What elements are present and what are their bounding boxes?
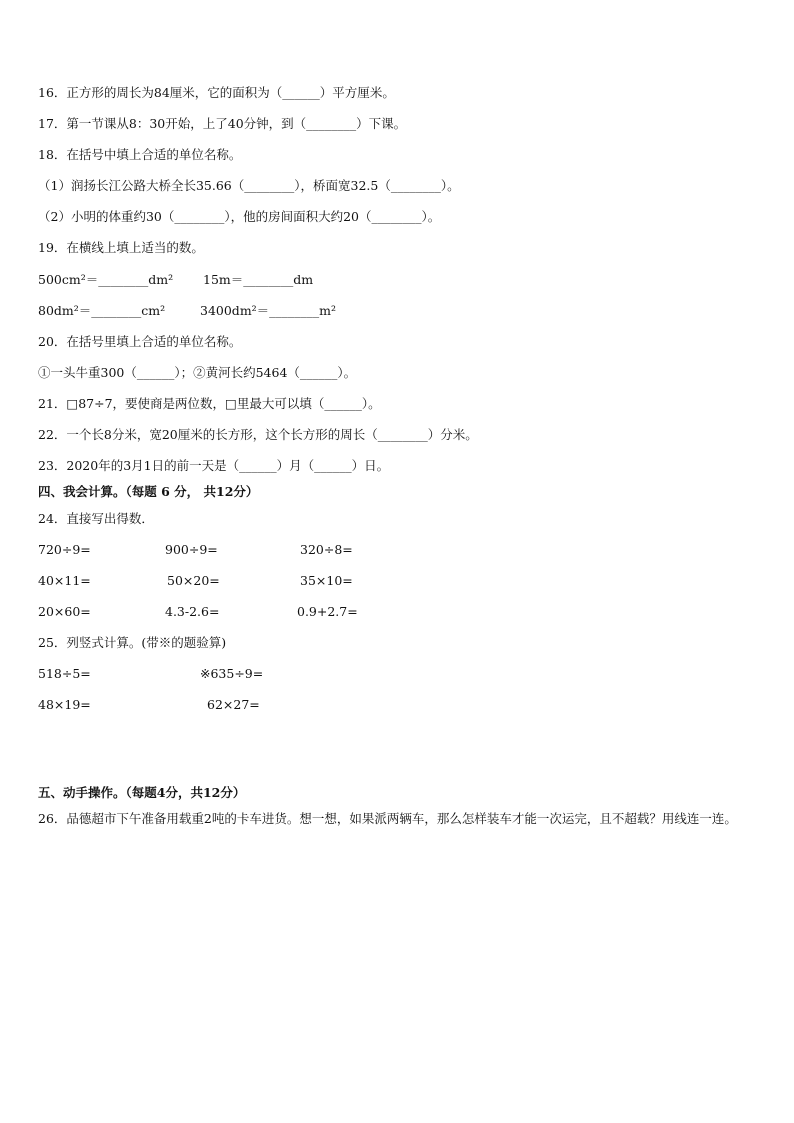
q25-item: 48×19=	[38, 697, 91, 712]
q24-item: 320÷8=	[300, 542, 353, 557]
question-23: 23．2020年的3月1日的前一天是（______）月（______）日。	[38, 458, 390, 473]
question-17: 17．第一节课从8：30开始，上了40分钟，到（________）下课。	[38, 116, 407, 131]
q24-item: 50×20=	[167, 573, 220, 588]
q19-item: 80dm²＝________cm²	[38, 303, 166, 318]
q24-item: 20×60=	[38, 604, 91, 619]
q24-item: 4.3-2.6=	[165, 604, 220, 619]
q19-item: 15m＝________dm	[203, 272, 314, 287]
q24-item: 900÷9=	[165, 542, 218, 557]
q24-item: 720÷9=	[38, 542, 91, 557]
section-5-heading: 五、动手操作。（每题4分，共12分）	[38, 785, 246, 800]
q25-item: 62×27=	[207, 697, 260, 712]
question-18-part-2: （2）小明的体重约30（________），他的房间面积大约20（________）。	[38, 209, 441, 224]
q25-item: 518÷5=	[38, 666, 91, 681]
q24-item: 40×11=	[38, 573, 91, 588]
question-25: 25．列竖式计算。(带※的题验算)	[38, 635, 227, 650]
question-20: 20．在括号里填上合适的单位名称。	[38, 334, 242, 349]
q19-item: 3400dm²＝________m²	[200, 303, 337, 318]
question-16: 16．正方形的周长为84厘米，它的面积为（______）平方厘米。	[38, 85, 395, 100]
section-4-heading: 四、我会计算。（每题 6 分， 共12分）	[38, 484, 259, 499]
question-21: 21．□87÷7，要使商是两位数，□里最大可以填（______）。	[38, 396, 381, 411]
question-22: 22．一个长8分米，宽20厘米的长方形，这个长方形的周长（________）分米。	[38, 427, 478, 442]
q24-item: 0.9+2.7=	[297, 604, 358, 619]
question-24: 24．直接写出得数．	[38, 511, 154, 526]
q24-item: 35×10=	[300, 573, 353, 588]
question-18-part-1: （1）润扬长江公路大桥全长35.66（________），桥面宽32.5（________）。	[38, 178, 460, 193]
q25-item: ※635÷9=	[200, 666, 264, 681]
q19-item: 500cm²＝________dm²	[38, 272, 174, 287]
question-18: 18．在括号中填上合适的单位名称。	[38, 147, 242, 162]
question-26: 26．品德超市下午准备用载重2吨的卡车进货。想一想，如果派两辆车，那么怎样装车才能一次运完，且不超载？用线连一连。	[38, 811, 737, 826]
question-19: 19．在横线上填上适当的数。	[38, 240, 204, 255]
question-20-part-1: ①一头牛重300（______）；②黄河长约5464（______）。	[38, 365, 357, 380]
